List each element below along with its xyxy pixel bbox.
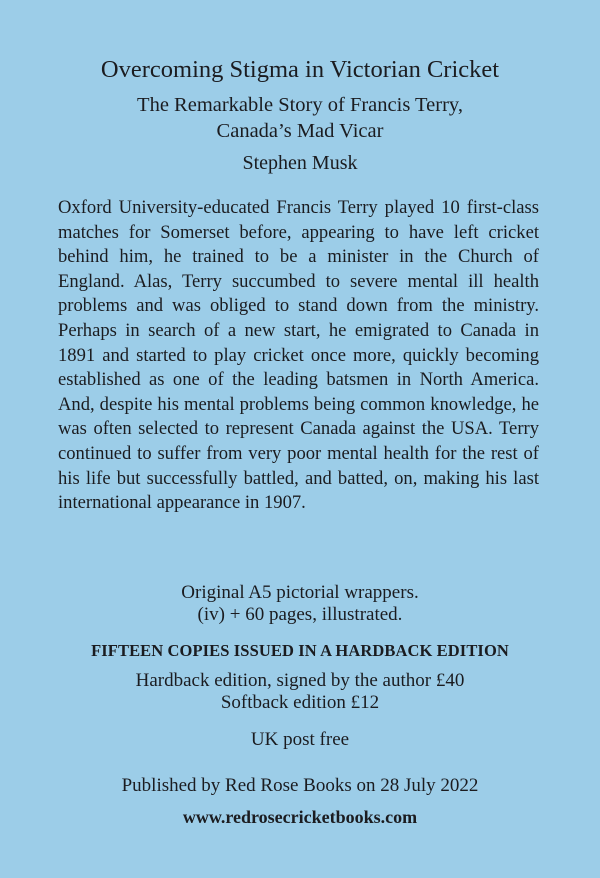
subtitle-line-2: Canada’s Mad Vicar <box>216 120 384 142</box>
format-details <box>0 582 600 626</box>
author-name: Stephen Musk <box>242 152 358 174</box>
hardback-price: Hardback edition, signed by the author £40 <box>135 670 465 691</box>
website-link[interactable]: www.redrosecricketbooks.com <box>182 807 418 827</box>
softback-price: Softback edition £12 <box>220 692 380 713</box>
publisher-line: Published by Red Rose Books on 28 July 2022 <box>121 775 479 796</box>
limited-edition-notice: FIFTEEN COPIES ISSUED IN A HARDBACK EDITION <box>91 641 509 660</box>
postage-note: UK post free <box>250 729 350 750</box>
format-line-1: Original A5 pictorial wrappers. <box>181 582 419 603</box>
format-line-2: (iv) + 60 pages, illustrated. <box>197 604 403 625</box>
subtitle-line-1: The Remarkable Story of Francis Terry, <box>137 94 463 116</box>
price-list <box>0 670 600 714</box>
book-blurb: Oxford University-educated Francis Terry played 10 first-class matches for Somerset before, appearing to have left cricket behind him, he trained to be a minister in the Church of England. Alas, Terry succumbed to severe mental ill health problems and was obliged to stand down from the ministry. Perhaps in search of a new start, he emigrated to Canada in 1891 and started to play cricket once more, quickly becoming established as one of the leading batsmen in North America. And, despite his mental problems being common knowledge, he was often selected to represent Canada against the USA. Terry continued to suffer from very poor mental health for the rest of his life but successfully battled, and batted, on, making his last international appearance in 1907. <box>58 197 539 514</box>
book-subtitle <box>0 92 600 144</box>
book-title: Overcoming Stigma in Victorian Cricket <box>100 56 500 83</box>
